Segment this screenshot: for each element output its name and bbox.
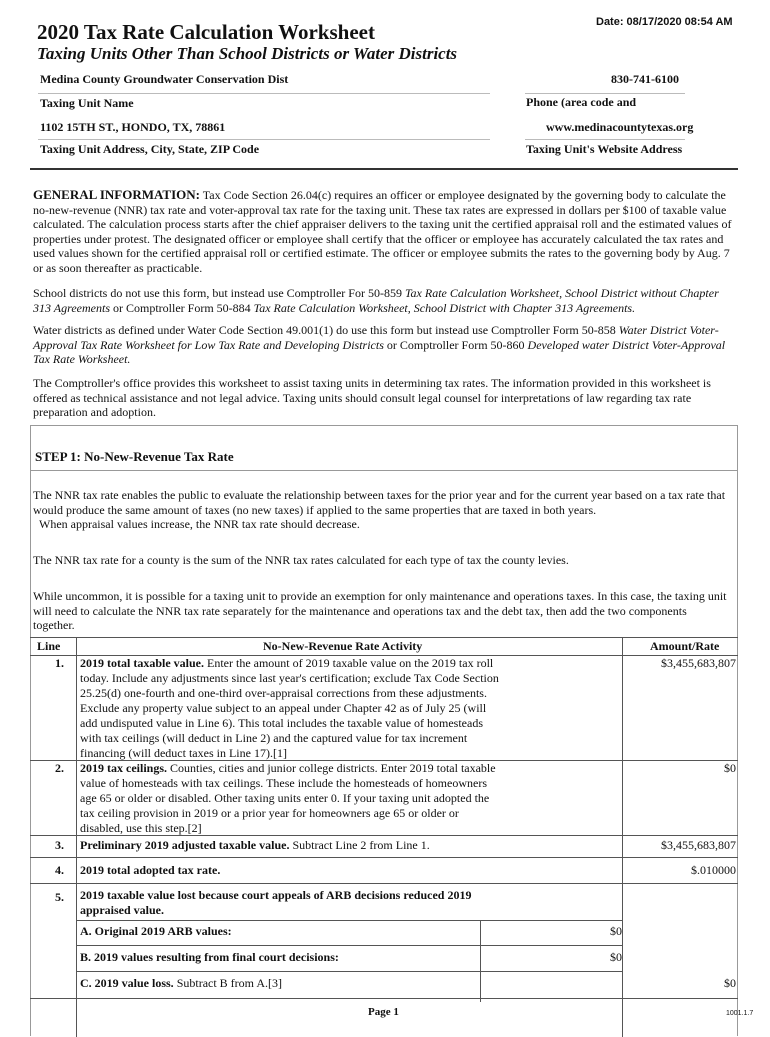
line-amount: $3,455,683,807 (661, 656, 736, 670)
website-value: www.medinacountytexas.org (546, 120, 694, 134)
water-form-title-1: Water District Voter-Approval Tax Rate Worksheet for Low Tax Rate and Developing Districts (33, 323, 719, 352)
sub-line-amount: $0 (610, 950, 622, 964)
line-description (80, 761, 500, 836)
line-title: 2019 tax ceilings. (80, 761, 167, 775)
school-form-title-1: Tax Rate Calculation Worksheet, School District without Chapter 313 Agreements (33, 286, 719, 315)
sub-line-text: Subtract B from A.[3] (173, 976, 283, 990)
col-header-line: Line (37, 639, 61, 653)
worksheet-subtitle: Taxing Units Other Than School Districts or Water Districts (37, 44, 458, 63)
water-districts-paragraph (33, 323, 733, 367)
form-code: 1001.1.7 (726, 1010, 754, 1017)
sub-line-title: C. 2019 value loss. (80, 976, 174, 990)
sub-line-amount: $0 (610, 924, 622, 938)
line-text: Counties, cities and junior college districts. Enter 2019 total taxable value of homesteads with tax ceilings. These include the homesteads of homeowners age 65 or older or disabled. Other taxing units enter 0. If your taxing unit adopted the tax ceiling provision in 2019 or a prior year for homeowners age 65 or older or disabled, use this step.[2] (80, 761, 496, 835)
step1-paragraph-1 (33, 488, 728, 532)
school-form-title-2: Tax Rate Calculation Worksheet, School District with Chapter 313 Agreements. (253, 300, 636, 315)
general-info-paragraph (33, 188, 733, 276)
general-info-lead: GENERAL INFORMATION: (33, 187, 200, 202)
water-text: Water districts as defined under Water Code Section 49.001(1) do use this form but instead use Comptroller Form 50-858 (33, 323, 619, 337)
row-rule (30, 883, 738, 884)
worksheet-title: 2020 Tax Rate Calculation Worksheet (37, 20, 375, 44)
row-rule (30, 998, 738, 999)
sub-row-rule (76, 920, 622, 921)
line-amount: $.010000 (691, 863, 736, 877)
taxing-unit-name-label: Taxing Unit Name (40, 96, 134, 110)
general-info-text: Tax Code Section 26.04(c) requires an officer or employee designated by the governing body to calculate the no-new-revenue (NNR) tax rate and voter-approval tax rate for the taxing unit. These tax rates are expressed in dollars per $100 of taxable value calculated. The calculation process starts after the chief appraiser delivers to the taxing unit the certified appraisal roll and the estimated values of properties under protest. The designated officer or employee shall certify that the officer or employee has accurately calculated the tax rates and used values shown for the certified appraisal roll or certified estimate. The officer or employee submits the rates to the governing body by Aug. 7 or as soon thereafter as practicable. (33, 188, 732, 275)
line-description (80, 838, 600, 853)
step1-paragraph-3: While uncommon, it is possible for a taxing unit to provide an exemption for only maintenance and operations taxes. In this case, the taxing unit will need to calculate the NNR tax rate separately for the maintenance and operations tax and the debt tax, then add the two components together. (33, 589, 727, 633)
line-number: 1. (55, 656, 64, 670)
line-description: 2019 taxable value lost because court appeals of ARB decisions reduced 2019 appraised value. (80, 888, 472, 917)
row-rule (30, 857, 738, 858)
sub-line-a (80, 924, 520, 939)
line-title: Preliminary 2019 adjusted taxable value. (80, 838, 290, 852)
line-description (80, 863, 600, 878)
line-number: 3. (55, 838, 64, 852)
col-header-amount: Amount/Rate (650, 639, 720, 653)
line-description (80, 656, 500, 761)
school-text-2: or Comptroller Form 50-884 (110, 300, 254, 315)
name-underline (38, 93, 490, 94)
line-title: 2019 total taxable value. (80, 656, 204, 670)
sub-row-rule (76, 971, 622, 972)
line-text: Enter the amount of 2019 taxable value on the 2019 tax roll today. Include any adjustments since last year's certification; exclude Tax Code Section 25.25(d) one-fourth and one-third over-appraisal corrections from these adjustments. Exclude any property value subject to an appeal under Chapter 42 as of July 25 (will add undisputed value in Line 6). This total includes the taxable value of homesteads with tax ceilings (will deduct in Line 2) and the captured value for tax increment financing (will deduct taxes in Line 17).[1] (80, 656, 499, 760)
phone-value: 830-741-6100 (611, 72, 679, 86)
taxing-unit-name-value: Medina County Groundwater Conservation Dist (40, 72, 289, 86)
col-divider-1 (76, 637, 77, 1037)
sub-line-amount: $0 (724, 976, 736, 990)
step1-paragraph-2: The NNR tax rate for a county is the sum of the NNR tax rates calculated for each type of tax the county levies. (33, 553, 569, 567)
print-date: Date: 08/17/2020 08:54 AM (596, 16, 733, 28)
school-districts-paragraph (33, 286, 733, 315)
row-rule (30, 835, 738, 836)
school-text: School districts do not use this form, but instead use Comptroller For 50-859 (33, 286, 405, 300)
page-number: Page 1 (368, 1006, 399, 1018)
comptroller-paragraph: The Comptroller's office provides this worksheet to assist taxing units in determining tax rates. The information provided in this worksheet is offered as technical assistance and not legal advice. Taxing units should consult legal counsel for interpretations of law regarding tax rate preparation and adoption. (33, 376, 711, 420)
line-title: 2019 total adopted tax rate. (80, 863, 221, 877)
line-number: 4. (55, 863, 64, 877)
address-value: 1102 15TH ST., HONDO, TX, 78861 (40, 120, 226, 134)
table-top-rule (30, 637, 738, 638)
phone-underline (525, 93, 685, 94)
sub-line-b (80, 950, 520, 965)
step1-p1b-text: When appraisal values increase, the NNR tax rate should decrease. (39, 517, 360, 532)
water-form-title-2: Developed water District Voter-Approval Tax Rate Worksheet. (33, 337, 726, 367)
line-text: Subtract Line 2 from Line 1. (289, 838, 430, 852)
website-label: Taxing Unit's Website Address (526, 142, 683, 156)
water-text-2: or Comptroller Form 50-860 (383, 337, 528, 352)
address-label: Taxing Unit Address, City, State, ZIP Code (40, 142, 260, 156)
sub-line-c (80, 976, 520, 991)
line-number: 5. (55, 890, 64, 904)
sub-line-title: B. 2019 values resulting from final court decisions: (80, 950, 339, 964)
sub-row-rule (76, 945, 622, 946)
line-amount: $3,455,683,807 (661, 838, 736, 852)
sub-line-title: A. Original 2019 ARB values: (80, 924, 232, 938)
step1-title-divider (30, 470, 738, 471)
step1-title: STEP 1: No-New-Revenue Tax Rate (35, 449, 234, 464)
line-number: 2. (55, 761, 64, 775)
col-header-activity: No-New-Revenue Rate Activity (263, 639, 423, 653)
phone-label: Phone (area code and (526, 95, 637, 109)
website-underline (525, 139, 685, 140)
address-underline (38, 139, 490, 140)
header-divider (30, 168, 738, 170)
line-amount: $0 (724, 761, 736, 775)
step1-p1-text: The NNR tax rate enables the public to evaluate the relationship between taxes for the prior year and for the current year based on a tax rate that would produce the same amount of taxes (no new taxes) if applied to the same properties that are taxed in both years. (33, 488, 726, 517)
